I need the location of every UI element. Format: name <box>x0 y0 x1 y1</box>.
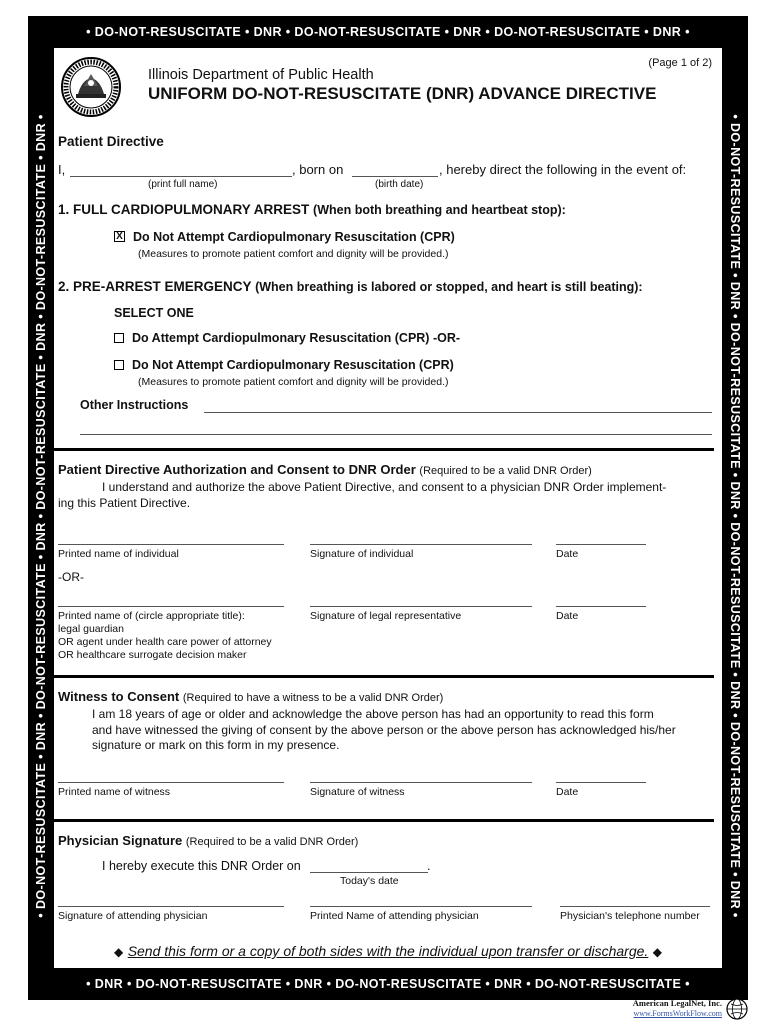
birth-date-caption: (birth date) <box>375 179 424 190</box>
authorization-qualifier: (Required to be a valid DNR Order) <box>419 465 592 477</box>
witness-date-caption: Date <box>556 786 579 798</box>
authorization-body-1: I understand and authorize the above Patient Directive, and consent to a physician DNR Order implement- <box>102 480 667 494</box>
section-2-heading <box>58 279 643 294</box>
department-name: Illinois Department of Public Health <box>148 67 374 83</box>
section-1-heading <box>58 202 566 217</box>
divider <box>54 675 714 678</box>
witness-date-field[interactable] <box>556 782 646 783</box>
title-surrogate[interactable]: OR healthcare surrogate decision maker <box>58 649 247 661</box>
order-date-field[interactable] <box>310 872 428 873</box>
physician-heading <box>58 833 358 848</box>
physician-signature-field[interactable] <box>58 906 284 907</box>
individual-signature-caption: Signature of individual <box>310 548 414 560</box>
execute-order-label: I hereby execute this DNR Order on <box>102 859 301 873</box>
directive-event-label: , hereby direct the following in the event of: <box>439 162 687 177</box>
section-1-option-label: Do Not Attempt Cardiopulmonary Resuscitation (CPR) <box>133 230 455 244</box>
representative-signature-caption: Signature of legal representative <box>310 610 462 622</box>
form-title: UNIFORM DO-NOT-RESUSCITATE (DNR) ADVANCE DIRECTIVE <box>148 84 657 103</box>
physician-qualifier: (Required to be a valid DNR Order) <box>185 836 359 848</box>
other-instructions-label: Other Instructions <box>80 398 189 412</box>
dnr-cpr-checkbox[interactable]: X <box>114 231 125 242</box>
physician-phone-field[interactable] <box>560 906 710 907</box>
border-text-left: • DO-NOT-RESUSCITATE • DNR • DO-NOT-RESUSCITATE • DNR • DO-NOT-RESUSCITATE • DNR • DO-NOT-RESUSCITATE • DNR • <box>34 114 48 918</box>
form-body <box>54 48 722 968</box>
no-cpr-checkbox[interactable] <box>114 360 124 370</box>
border-text-right: • DO-NOT-RESUSCITATE • DNR • DO-NOT-RESUSCITATE • DNR • DO-NOT-RESUSCITATE • DNR • DO-NOT-RESUSCITATE • DNR • <box>728 114 742 918</box>
individual-date-field[interactable] <box>556 544 646 545</box>
individual-name-caption: Printed name of individual <box>58 548 179 560</box>
section-1-option <box>114 230 455 244</box>
section-2-title: 2. PRE-ARREST EMERGENCY <box>58 279 252 294</box>
physician-title: Physician Signature <box>58 833 183 848</box>
attempt-cpr-checkbox[interactable] <box>114 333 124 343</box>
witness-qualifier: (Required to have a witness to be a valid DNR Order) <box>182 692 444 704</box>
authorization-title: Patient Directive Authorization and Consent to DNR Order <box>58 462 416 477</box>
name-caption: (print full name) <box>148 179 218 190</box>
border-text-bottom: • DNR • DO-NOT-RESUSCITATE • DNR • DO-NOT-RESUSCITATE • DNR • DO-NOT-RESUSCITATE • <box>86 977 690 991</box>
section-1-note: (Measures to promote patient comfort and dignity will be provided.) <box>138 248 449 260</box>
border-text-top: • DO-NOT-RESUSCITATE • DNR • DO-NOT-RESUSCITATE • DNR • DO-NOT-RESUSCITATE • DNR • <box>86 25 690 39</box>
authorization-heading <box>58 462 592 477</box>
witness-heading <box>58 689 443 704</box>
witness-title: Witness to Consent <box>58 689 180 704</box>
diamond-icon: ◆ <box>114 945 124 959</box>
representative-signature-field[interactable] <box>310 606 532 607</box>
witness-line-3: signature or mark on this form in my presence. <box>92 738 340 752</box>
section-2-option-a <box>114 331 460 345</box>
witness-line-2: and have witnessed the giving of consent by the above person or the above person has acknowledged his/her <box>92 722 676 737</box>
section-1-qualifier: (When both breathing and heartbeat stop): <box>313 203 566 217</box>
representative-title-block <box>58 610 272 662</box>
other-instructions-field-2[interactable] <box>80 434 712 435</box>
publisher-url[interactable]: www.FormsWorkFlow.com <box>633 1009 722 1018</box>
directive-born-label: , born on <box>292 162 344 177</box>
physician-name-caption: Printed Name of attending physician <box>310 910 479 922</box>
witness-line-1: I am 18 years of age or older and acknowledge the above person has had an opportunity to read this form <box>92 707 654 721</box>
representative-name-field[interactable] <box>58 606 284 607</box>
section-2-note: (Measures to promote patient comfort and dignity will be provided.) <box>138 376 449 388</box>
individual-signature-field[interactable] <box>310 544 532 545</box>
publisher-logo <box>626 998 750 1022</box>
page-number: (Page 1 of 2) <box>648 57 712 69</box>
diamond-icon: ◆ <box>652 945 662 959</box>
individual-name-field[interactable] <box>58 544 284 545</box>
physician-phone-caption: Physician's telephone number <box>560 910 700 922</box>
birth-date-field[interactable] <box>352 176 438 177</box>
divider <box>54 448 714 451</box>
transfer-instruction-text: Send this form or a copy of both sides with the individual upon transfer or discharge. <box>127 943 649 959</box>
witness-name-caption: Printed name of witness <box>58 786 171 798</box>
select-one-label: SELECT ONE <box>114 306 194 320</box>
individual-date-caption: Date <box>556 548 579 560</box>
order-date-period: . <box>427 859 431 873</box>
transfer-instruction <box>54 943 722 961</box>
physician-name-field[interactable] <box>310 906 532 907</box>
representative-date-field[interactable] <box>556 606 646 607</box>
option-b-label: Do Not Attempt Cardiopulmonary Resuscitation (CPR) <box>132 358 454 372</box>
section-2-option-b <box>114 358 454 372</box>
patient-name-field[interactable] <box>70 176 292 177</box>
directive-i-label: I, <box>58 162 66 177</box>
authorization-body-2: ing this Patient Directive. <box>58 496 191 510</box>
publisher-name: American LegalNet, Inc. <box>632 998 722 1008</box>
option-a-label: Do Attempt Cardiopulmonary Resuscitation (CPR) -OR- <box>132 331 461 345</box>
witness-name-field[interactable] <box>58 782 284 783</box>
representative-name-caption: Printed name of (circle appropriate title): <box>58 610 245 622</box>
globe-icon <box>726 998 748 1020</box>
witness-signature-caption: Signature of witness <box>310 786 405 798</box>
witness-statement <box>92 707 676 754</box>
patient-directive-heading: Patient Directive <box>58 134 164 149</box>
section-2-qualifier: (When breathing is labored or stopped, and heart is still beating): <box>255 280 643 294</box>
or-separator: -OR- <box>58 570 84 584</box>
physician-signature-caption: Signature of attending physician <box>58 910 208 922</box>
title-legal-guardian[interactable]: legal guardian <box>58 623 124 635</box>
other-instructions-field-1[interactable] <box>204 412 712 413</box>
divider <box>54 819 714 822</box>
witness-signature-field[interactable] <box>310 782 532 783</box>
title-poa-agent[interactable]: OR agent under health care power of attorney <box>58 636 272 648</box>
representative-date-caption: Date <box>556 610 579 622</box>
section-1-title: 1. FULL CARDIOPULMONARY ARREST <box>58 202 310 217</box>
todays-date-caption: Today's date <box>340 875 399 887</box>
state-seal-icon <box>60 56 122 118</box>
